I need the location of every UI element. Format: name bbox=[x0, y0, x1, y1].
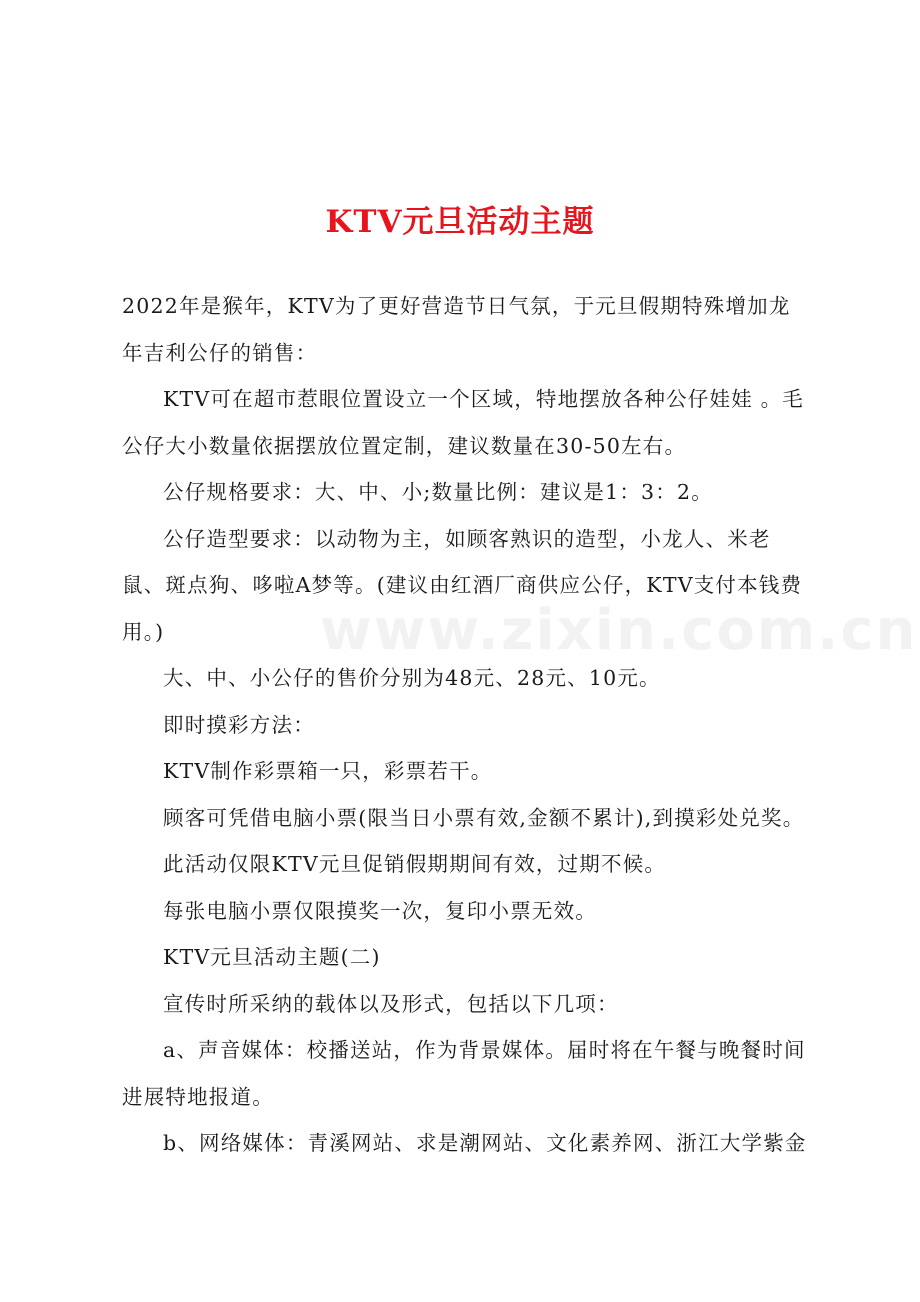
paragraph: b、网络媒体：青溪网站、求是潮网站、文化素养网、浙江大学紫金 bbox=[163, 1131, 807, 1155]
document-title: KTV元旦活动主题 bbox=[325, 204, 595, 240]
document-body bbox=[122, 283, 812, 1167]
paragraph: 宣传时所采纳的载体以及形式，包括以下几项： bbox=[163, 991, 619, 1016]
paragraph: KTV制作彩票箱一只，彩票若干。 bbox=[163, 759, 493, 783]
paragraph: 顾客可凭借电脑小票(限当日小票有效,金额不累计),到摸彩处兑奖。 bbox=[163, 805, 805, 830]
paragraph: KTV可在超市惹眼位置设立一个区域，特地摆放各种公仔娃娃 。毛公仔大小数量依据摆放位置定制，建议数量在30-50左右。 bbox=[122, 387, 805, 458]
paragraph: 公仔造型要求：以动物为主，如顾客熟识的造型，小龙人、米老鼠、斑点狗、哆啦A梦等。(建议由红酒厂商供应公仔，KTV支付本钱费用。) bbox=[122, 526, 803, 644]
paragraph: 2022年是猴年，KTV为了更好营造节日气氛，于元旦假期特殊增加龙年吉利公仔的销售： bbox=[122, 294, 791, 365]
paragraph: a、声音媒体：校播送站，作为背景媒体。届时将在午餐与晚餐时间进展特地报道。 bbox=[122, 1038, 806, 1109]
paragraph: 即时摸彩方法： bbox=[163, 712, 315, 737]
paragraph: 此活动仅限KTV元旦促销假期期间有效，过期不候。 bbox=[163, 852, 667, 876]
paragraph: 公仔规格要求：大、中、小;数量比例：建议是1：3：2。 bbox=[163, 480, 713, 504]
paragraph: KTV元旦活动主题(二) bbox=[163, 945, 381, 969]
watermark: www.zixin.com.cn bbox=[320, 598, 918, 663]
paragraph: 大、中、小公仔的售价分别为48元、28元、10元。 bbox=[163, 666, 661, 690]
paragraph: 每张电脑小票仅限摸奖一次，复印小票无效。 bbox=[163, 898, 597, 923]
